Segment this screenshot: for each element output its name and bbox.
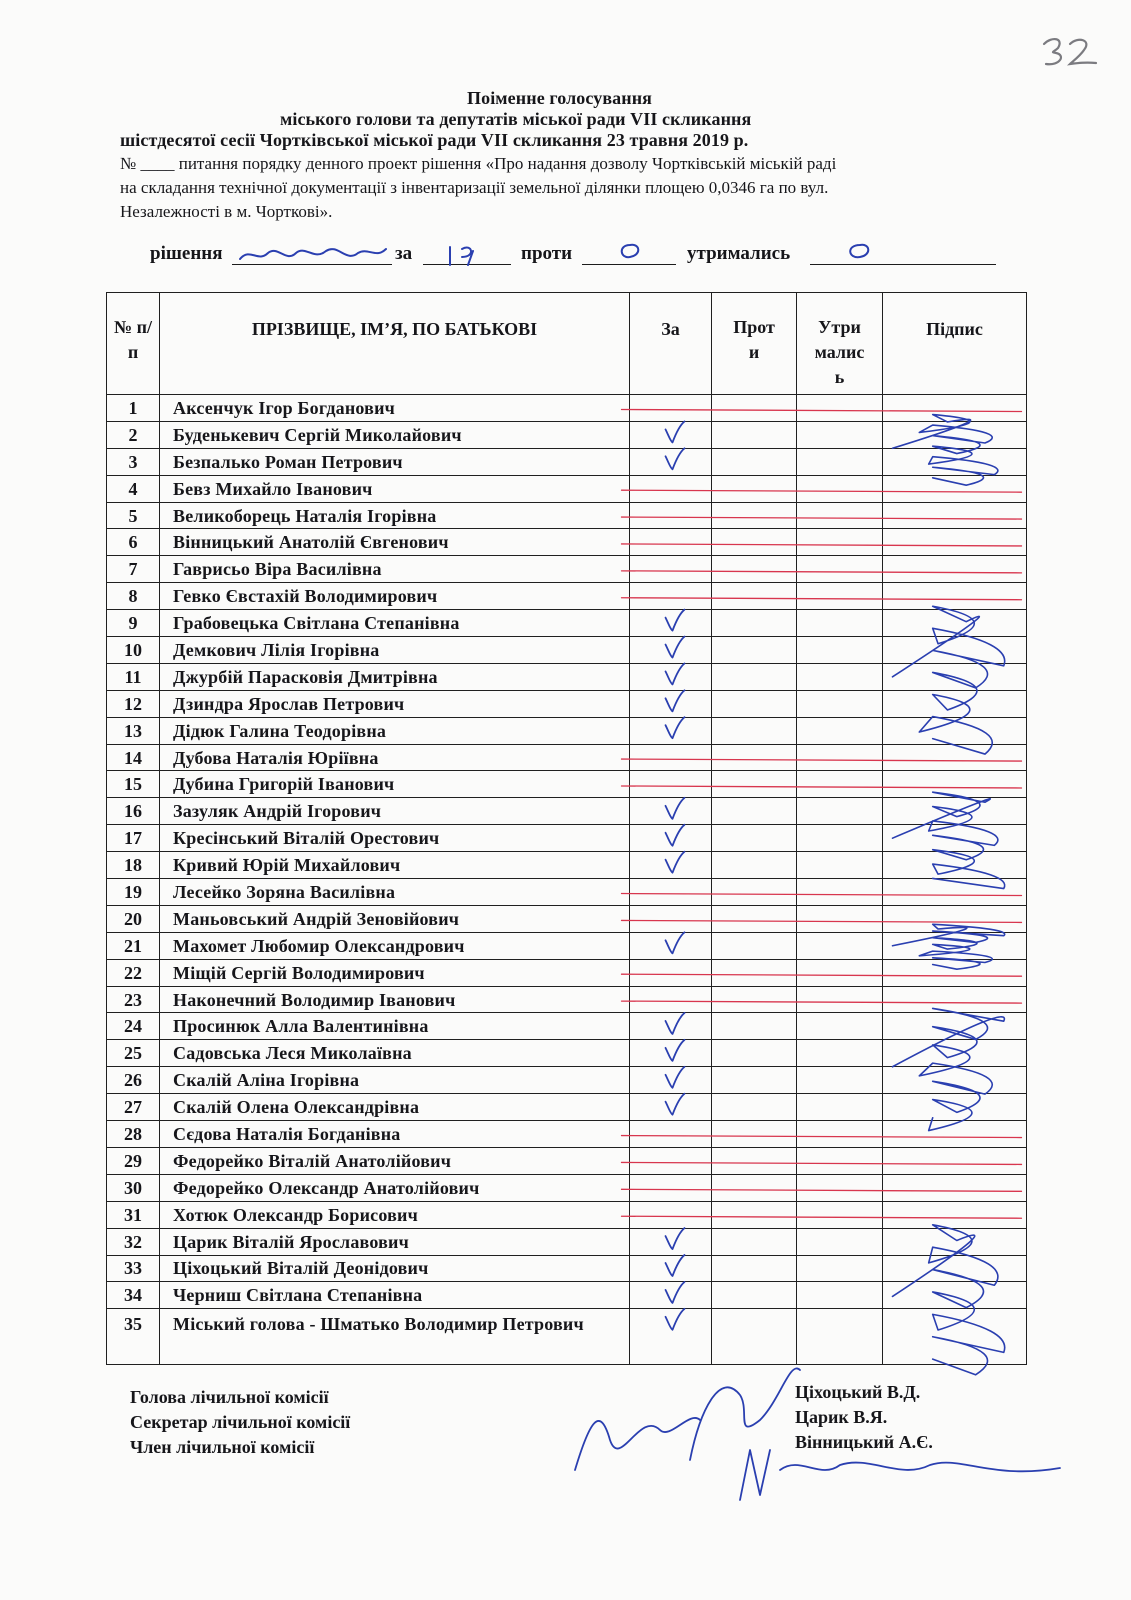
table-row xyxy=(107,986,1027,1013)
row-full-name: Федорейко Віталій Анатолійович xyxy=(160,1147,630,1174)
row-signature-cell xyxy=(883,583,1027,610)
row-abstained-cell xyxy=(797,1147,883,1174)
row-abstained-cell xyxy=(797,825,883,852)
row-signature-cell xyxy=(883,879,1027,906)
decision-for-blank xyxy=(423,264,511,265)
document-subtitle-1: міського голови та депутатів міської ради VII скликання xyxy=(280,109,752,129)
row-number: 31 xyxy=(107,1201,160,1228)
row-for-cell xyxy=(630,1201,712,1228)
row-against-cell xyxy=(712,475,797,502)
row-full-name: Бевз Михайло Іванович xyxy=(160,475,630,502)
row-abstained-cell xyxy=(797,1094,883,1121)
decision-abstained-label: утримались xyxy=(687,243,791,264)
row-abstained-cell xyxy=(797,852,883,879)
row-full-name: Вінницький Анатолій Євгенович xyxy=(160,529,630,556)
row-full-name: Зазуляк Андрій Ігорович xyxy=(160,798,630,825)
row-signature-cell xyxy=(883,825,1027,852)
row-number: 27 xyxy=(107,1094,160,1121)
row-abstained-cell xyxy=(797,1282,883,1309)
row-signature-cell xyxy=(883,1040,1027,1067)
row-abstained-cell xyxy=(797,986,883,1013)
decision-against-blank xyxy=(582,264,676,265)
row-number: 17 xyxy=(107,825,160,852)
table-row xyxy=(107,1282,1027,1309)
row-full-name: Ціхоцький Віталій Деонідович xyxy=(160,1255,630,1282)
row-abstained-cell xyxy=(797,1255,883,1282)
table-row xyxy=(107,825,1027,852)
row-number: 12 xyxy=(107,690,160,717)
row-against-cell xyxy=(712,879,797,906)
agenda-item-line-2: на складання технічної документації з інвентаризації земельної ділянки площею 0,0346 га по вул. xyxy=(120,178,829,197)
row-abstained-cell xyxy=(797,637,883,664)
decision-label: рішення xyxy=(150,243,223,264)
commission-member-name: Вінницький А.Є. xyxy=(795,1432,933,1452)
row-number: 14 xyxy=(107,744,160,771)
row-abstained-cell xyxy=(797,1121,883,1148)
row-against-cell xyxy=(712,986,797,1013)
row-against-cell xyxy=(712,502,797,529)
row-number: 20 xyxy=(107,905,160,932)
row-number: 16 xyxy=(107,798,160,825)
row-abstained-cell xyxy=(797,905,883,932)
row-against-cell xyxy=(712,1309,797,1365)
table-row xyxy=(107,475,1027,502)
table-row xyxy=(107,771,1027,798)
counting-commission-names xyxy=(795,1380,933,1455)
row-signature-cell xyxy=(883,421,1027,448)
secretary-signature xyxy=(690,1368,800,1460)
row-against-cell xyxy=(712,1094,797,1121)
table-row xyxy=(107,690,1027,717)
commission-secretary-name: Царик В.Я. xyxy=(795,1407,888,1427)
row-full-name: Міський голова - Шматько Володимир Петрович xyxy=(160,1309,630,1365)
row-against-cell xyxy=(712,1174,797,1201)
row-for-cell xyxy=(630,744,712,771)
row-full-name: Хотюк Олександр Борисович xyxy=(160,1201,630,1228)
table-header-row xyxy=(107,293,1027,395)
row-signature-cell xyxy=(883,395,1027,422)
row-abstained-cell xyxy=(797,690,883,717)
row-number: 3 xyxy=(107,448,160,475)
row-signature-cell xyxy=(883,744,1027,771)
row-against-cell xyxy=(712,1282,797,1309)
row-abstained-cell xyxy=(797,1201,883,1228)
table-row xyxy=(107,1147,1027,1174)
row-number: 15 xyxy=(107,771,160,798)
handwritten-decision-result xyxy=(240,249,386,259)
row-against-cell xyxy=(712,1067,797,1094)
row-number: 28 xyxy=(107,1121,160,1148)
commission-chair-label: Голова лічильної комісії xyxy=(130,1387,329,1407)
row-number: 29 xyxy=(107,1147,160,1174)
row-signature-cell xyxy=(883,556,1027,583)
table-row xyxy=(107,1067,1027,1094)
row-abstained-cell xyxy=(797,798,883,825)
row-signature-cell xyxy=(883,1228,1027,1255)
row-for-cell xyxy=(630,852,712,879)
row-abstained-cell xyxy=(797,744,883,771)
row-signature-cell xyxy=(883,502,1027,529)
row-against-cell xyxy=(712,1013,797,1040)
row-for-cell xyxy=(630,717,712,744)
member-signature-footer xyxy=(740,1450,1060,1500)
table-row xyxy=(107,663,1027,690)
row-abstained-cell xyxy=(797,1013,883,1040)
row-number: 23 xyxy=(107,986,160,1013)
row-for-cell xyxy=(630,690,712,717)
row-for-cell xyxy=(630,959,712,986)
row-full-name: Скалій Аліна Ігорівна xyxy=(160,1067,630,1094)
row-full-name: Наконечний Володимир Іванович xyxy=(160,986,630,1013)
row-for-cell xyxy=(630,475,712,502)
row-full-name: Дубова Наталія Юріївна xyxy=(160,744,630,771)
agenda-item-line-3: Незалежності в м. Чорткові». xyxy=(120,202,333,221)
row-signature-cell xyxy=(883,986,1027,1013)
row-abstained-cell xyxy=(797,1174,883,1201)
row-signature-cell xyxy=(883,1255,1027,1282)
row-against-cell xyxy=(712,798,797,825)
row-against-cell xyxy=(712,932,797,959)
row-abstained-cell xyxy=(797,1228,883,1255)
table-row xyxy=(107,395,1027,422)
table-row xyxy=(107,1040,1027,1067)
row-for-cell xyxy=(630,529,712,556)
row-abstained-cell xyxy=(797,717,883,744)
header-full-name: ПРІЗВИЩЕ, ІМ’Я, ПО БАТЬКОВІ xyxy=(160,293,630,395)
row-for-cell xyxy=(630,1094,712,1121)
table-row xyxy=(107,529,1027,556)
row-full-name: Міщій Сергій Володимирович xyxy=(160,959,630,986)
table-row xyxy=(107,879,1027,906)
table-row xyxy=(107,610,1027,637)
row-number: 35 xyxy=(107,1309,160,1365)
row-abstained-cell xyxy=(797,556,883,583)
row-for-cell xyxy=(630,798,712,825)
decision-for-label: за xyxy=(395,243,413,264)
row-against-cell xyxy=(712,610,797,637)
row-for-cell xyxy=(630,421,712,448)
row-full-name: Просинюк Алла Валентинівна xyxy=(160,1013,630,1040)
row-against-cell xyxy=(712,421,797,448)
row-against-cell xyxy=(712,825,797,852)
row-signature-cell xyxy=(883,798,1027,825)
row-for-cell xyxy=(630,1174,712,1201)
row-against-cell xyxy=(712,959,797,986)
row-signature-cell xyxy=(883,717,1027,744)
row-full-name: Маньовський Андрій Зеновійович xyxy=(160,905,630,932)
row-full-name: Буденькевич Сергій Миколайович xyxy=(160,421,630,448)
row-signature-cell xyxy=(883,1094,1027,1121)
commission-chair-name: Ціхоцький В.Д. xyxy=(795,1382,921,1402)
row-number: 2 xyxy=(107,421,160,448)
row-signature-cell xyxy=(883,1201,1027,1228)
row-signature-cell xyxy=(883,905,1027,932)
row-signature-cell xyxy=(883,1013,1027,1040)
row-abstained-cell xyxy=(797,932,883,959)
header-signature: Підпис xyxy=(883,293,1027,395)
table-row xyxy=(107,1201,1027,1228)
row-for-cell xyxy=(630,1013,712,1040)
row-abstained-cell xyxy=(797,395,883,422)
row-abstained-cell xyxy=(797,421,883,448)
row-signature-cell xyxy=(883,1309,1027,1365)
row-signature-cell xyxy=(883,1067,1027,1094)
header-against: Прот и xyxy=(712,293,797,395)
row-against-cell xyxy=(712,637,797,664)
row-for-cell xyxy=(630,1067,712,1094)
row-against-cell xyxy=(712,556,797,583)
row-full-name: Черниш Світлана Степанівна xyxy=(160,1282,630,1309)
row-signature-cell xyxy=(883,1121,1027,1148)
row-signature-cell xyxy=(883,529,1027,556)
row-number: 11 xyxy=(107,663,160,690)
row-full-name: Демкович Лілія Ігорівна xyxy=(160,637,630,664)
table-row xyxy=(107,583,1027,610)
row-for-cell xyxy=(630,395,712,422)
row-full-name: Аксенчук Ігор Богданович xyxy=(160,395,630,422)
row-number: 21 xyxy=(107,932,160,959)
row-abstained-cell xyxy=(797,1040,883,1067)
row-for-cell xyxy=(630,1282,712,1309)
row-against-cell xyxy=(712,529,797,556)
row-for-cell xyxy=(630,1040,712,1067)
table-row xyxy=(107,905,1027,932)
row-for-cell xyxy=(630,771,712,798)
row-number: 32 xyxy=(107,1228,160,1255)
row-abstained-cell xyxy=(797,1067,883,1094)
row-abstained-cell xyxy=(797,959,883,986)
row-abstained-cell xyxy=(797,448,883,475)
row-abstained-cell xyxy=(797,529,883,556)
row-full-name: Дзиндра Ярослав Петрович xyxy=(160,690,630,717)
row-number: 7 xyxy=(107,556,160,583)
document-subtitle-2: шістдесятої сесії Чортківської міської ради VII скликання 23 травня 2019 р. xyxy=(120,130,749,150)
row-full-name: Царик Віталій Ярославович xyxy=(160,1228,630,1255)
row-against-cell xyxy=(712,1255,797,1282)
row-against-cell xyxy=(712,395,797,422)
row-for-cell xyxy=(630,502,712,529)
decision-against-label: проти xyxy=(521,243,573,264)
row-number: 19 xyxy=(107,879,160,906)
table-row xyxy=(107,1013,1027,1040)
row-number: 1 xyxy=(107,395,160,422)
row-against-cell xyxy=(712,1228,797,1255)
row-full-name: Гевко Євстахій Володимирович xyxy=(160,583,630,610)
row-for-cell xyxy=(630,1147,712,1174)
row-against-cell xyxy=(712,771,797,798)
row-number: 4 xyxy=(107,475,160,502)
table-row xyxy=(107,448,1027,475)
row-against-cell xyxy=(712,905,797,932)
row-full-name: Кривий Юрій Михайлович xyxy=(160,852,630,879)
row-number: 33 xyxy=(107,1255,160,1282)
table-row xyxy=(107,717,1027,744)
row-signature-cell xyxy=(883,852,1027,879)
row-abstained-cell xyxy=(797,879,883,906)
row-for-cell xyxy=(630,448,712,475)
row-abstained-cell xyxy=(797,583,883,610)
document-title: Поіменне голосування xyxy=(467,88,653,108)
row-full-name: Сєдова Наталія Богданівна xyxy=(160,1121,630,1148)
row-full-name: Гаврисьо Віра Василівна xyxy=(160,556,630,583)
table-row xyxy=(107,556,1027,583)
row-for-cell xyxy=(630,905,712,932)
row-for-cell xyxy=(630,1309,712,1365)
row-for-cell xyxy=(630,1121,712,1148)
commission-secretary-label: Секретар лічильної комісії xyxy=(130,1412,351,1432)
row-against-cell xyxy=(712,1121,797,1148)
row-abstained-cell xyxy=(797,771,883,798)
decision-abstained-blank xyxy=(810,264,996,265)
row-signature-cell xyxy=(883,1174,1027,1201)
table-row xyxy=(107,852,1027,879)
row-for-cell xyxy=(630,932,712,959)
row-signature-cell xyxy=(883,1282,1027,1309)
row-signature-cell xyxy=(883,610,1027,637)
table-row xyxy=(107,1174,1027,1201)
row-number: 18 xyxy=(107,852,160,879)
row-for-cell xyxy=(630,1228,712,1255)
table-row xyxy=(107,959,1027,986)
row-full-name: Дубина Григорій Іванович xyxy=(160,771,630,798)
handwritten-votes-for xyxy=(450,247,473,265)
row-signature-cell xyxy=(883,637,1027,664)
row-signature-cell xyxy=(883,1147,1027,1174)
chair-signature xyxy=(575,1418,700,1470)
table-row xyxy=(107,744,1027,771)
row-abstained-cell xyxy=(797,1309,883,1365)
row-signature-cell xyxy=(883,448,1027,475)
row-number: 30 xyxy=(107,1174,160,1201)
row-for-cell xyxy=(630,610,712,637)
row-against-cell xyxy=(712,1147,797,1174)
handwritten-votes-abstained xyxy=(850,245,868,257)
row-abstained-cell xyxy=(797,663,883,690)
row-full-name: Кресінський Віталій Орестович xyxy=(160,825,630,852)
row-full-name: Джурбій Парасковія Дмитрівна xyxy=(160,663,630,690)
row-signature-cell xyxy=(883,663,1027,690)
row-signature-cell xyxy=(883,959,1027,986)
row-signature-cell xyxy=(883,932,1027,959)
row-against-cell xyxy=(712,852,797,879)
row-full-name: Безпалько Роман Петрович xyxy=(160,448,630,475)
table-row xyxy=(107,637,1027,664)
row-for-cell xyxy=(630,986,712,1013)
handwritten-page-number xyxy=(1040,34,1100,70)
row-for-cell xyxy=(630,1255,712,1282)
row-signature-cell xyxy=(883,771,1027,798)
row-number: 10 xyxy=(107,637,160,664)
row-against-cell xyxy=(712,717,797,744)
row-full-name: Махомет Любомир Олександрович xyxy=(160,932,630,959)
row-full-name: Садовська Леся Миколаївна xyxy=(160,1040,630,1067)
row-against-cell xyxy=(712,1040,797,1067)
row-abstained-cell xyxy=(797,502,883,529)
table-row xyxy=(107,502,1027,529)
commission-member-label: Член лічильної комісії xyxy=(130,1437,315,1457)
header-abstained: Утри малис ь xyxy=(797,293,883,395)
row-for-cell xyxy=(630,556,712,583)
counting-commission-roles xyxy=(130,1385,350,1460)
row-full-name: Федорейко Олександр Анатолійович xyxy=(160,1174,630,1201)
roll-call-table xyxy=(106,292,1027,1365)
agenda-item-line-1: № ____ питання порядку денного проект рішення «Про надання дозволу Чортківській міській раді xyxy=(120,154,837,173)
row-number: 6 xyxy=(107,529,160,556)
table-row xyxy=(107,798,1027,825)
row-number: 8 xyxy=(107,583,160,610)
decision-result-blank xyxy=(232,264,392,265)
row-number: 26 xyxy=(107,1067,160,1094)
table-row xyxy=(107,1309,1027,1365)
row-against-cell xyxy=(712,448,797,475)
table-row xyxy=(107,1094,1027,1121)
row-number: 5 xyxy=(107,502,160,529)
row-against-cell xyxy=(712,744,797,771)
row-full-name: Грабовецька Світлана Степанівна xyxy=(160,610,630,637)
header-number: № п/п xyxy=(107,293,160,395)
table-row xyxy=(107,1121,1027,1148)
row-signature-cell xyxy=(883,690,1027,717)
row-number: 34 xyxy=(107,1282,160,1309)
row-number: 25 xyxy=(107,1040,160,1067)
row-for-cell xyxy=(630,583,712,610)
table-row xyxy=(107,932,1027,959)
table-row xyxy=(107,1228,1027,1255)
row-signature-cell xyxy=(883,475,1027,502)
row-full-name: Лесейко Зоряна Василівна xyxy=(160,879,630,906)
row-for-cell xyxy=(630,663,712,690)
table-row xyxy=(107,1255,1027,1282)
row-full-name: Скалій Олена Олександрівна xyxy=(160,1094,630,1121)
row-number: 22 xyxy=(107,959,160,986)
row-number: 24 xyxy=(107,1013,160,1040)
row-full-name: Дідюк Галина Теодорівна xyxy=(160,717,630,744)
row-against-cell xyxy=(712,690,797,717)
row-against-cell xyxy=(712,1201,797,1228)
handwritten-votes-against xyxy=(622,245,639,257)
row-against-cell xyxy=(712,583,797,610)
row-abstained-cell xyxy=(797,610,883,637)
row-for-cell xyxy=(630,825,712,852)
row-number: 13 xyxy=(107,717,160,744)
table-row xyxy=(107,421,1027,448)
row-full-name: Великоборець Наталія Ігорівна xyxy=(160,502,630,529)
row-number: 9 xyxy=(107,610,160,637)
row-for-cell xyxy=(630,637,712,664)
row-for-cell xyxy=(630,879,712,906)
header-for: За xyxy=(630,293,712,395)
row-abstained-cell xyxy=(797,475,883,502)
row-against-cell xyxy=(712,663,797,690)
